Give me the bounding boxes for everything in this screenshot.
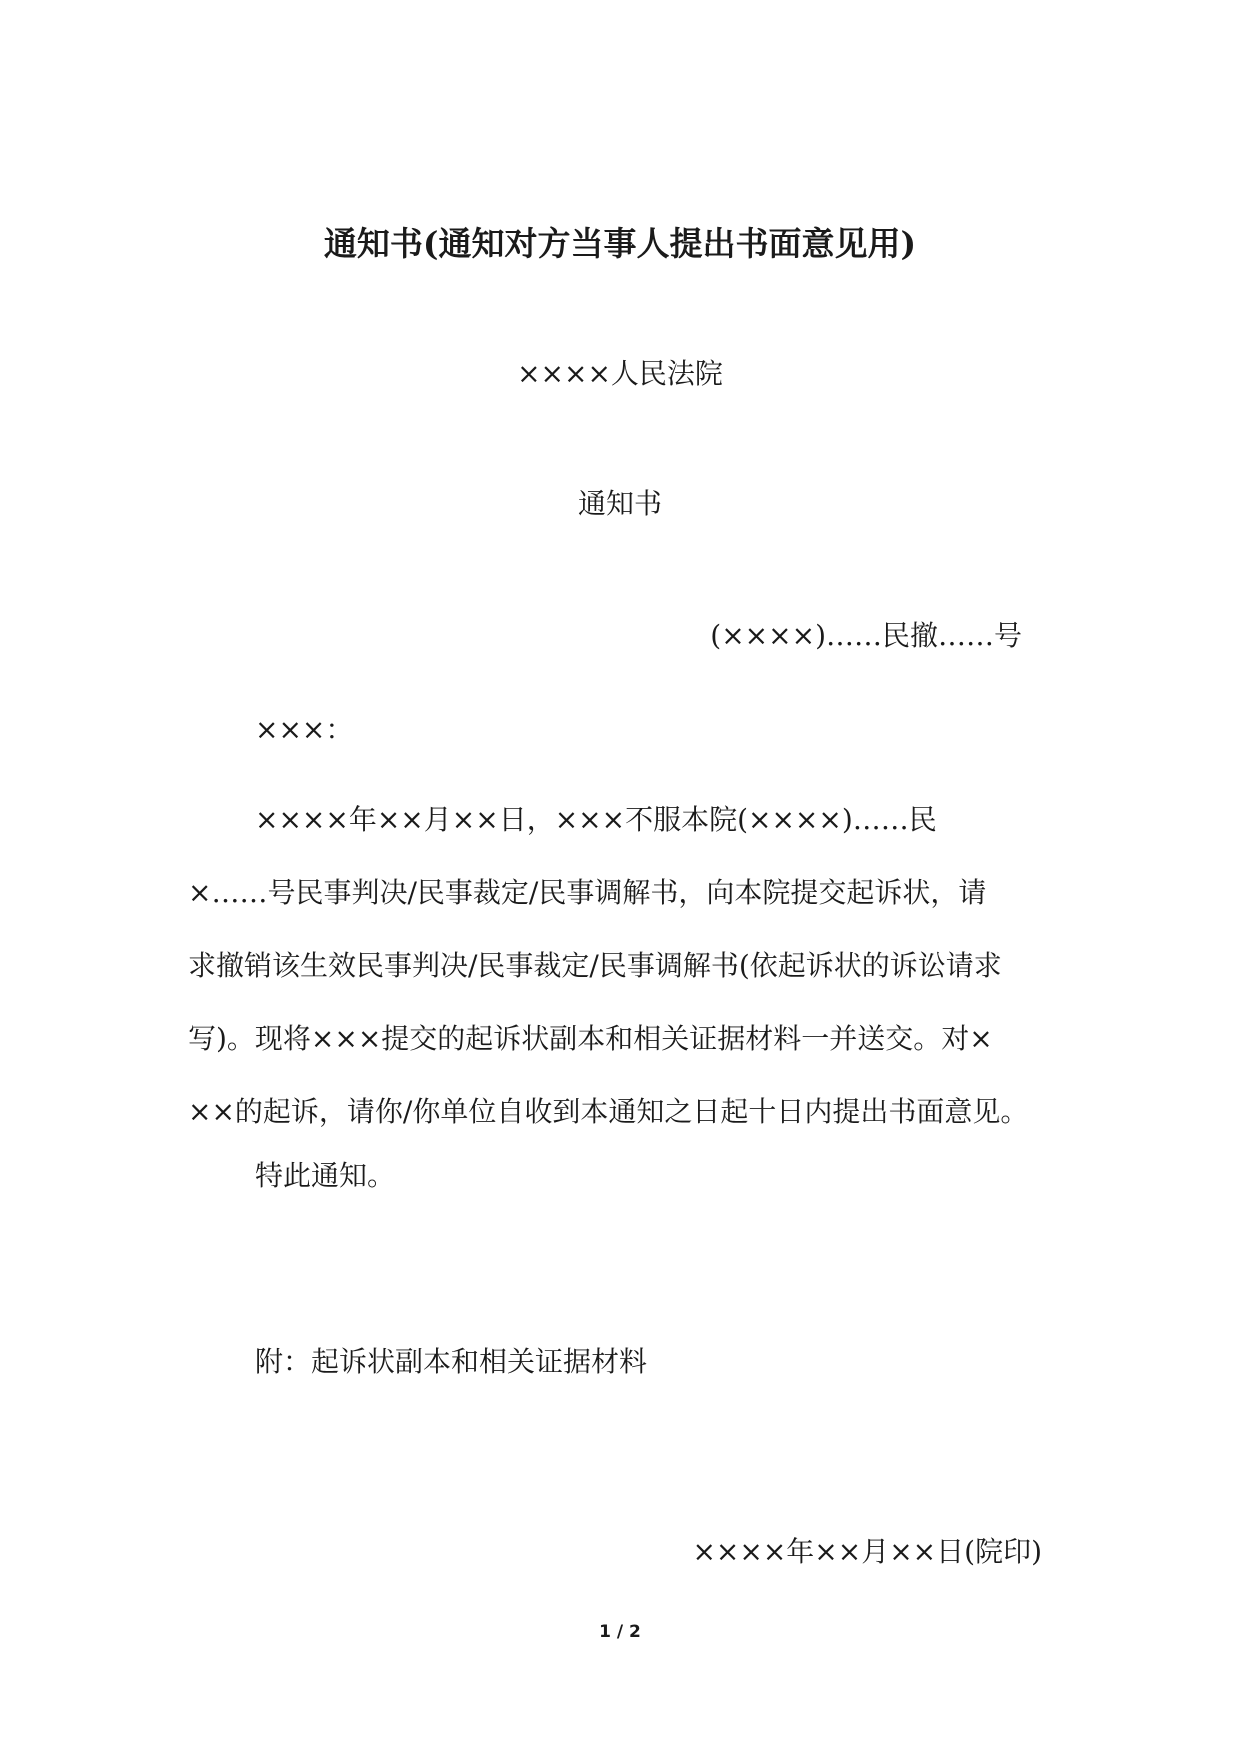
addressee: ×××： [255,713,354,746]
date-and-seal: ××××年××月××日(院印) [692,1535,1042,1568]
attachment-note: 附：起诉状副本和相关证据材料 [255,1345,648,1378]
document-title: 通知书(通知对方当事人提出书面意见用) [323,224,917,263]
document-type-heading: 通知书 [577,487,662,520]
body-line: 求撤销该生效民事判决/民事裁定/民事调解书(依起诉状的诉讼请求 [188,949,1002,982]
body-line: ××××年××月××日，×××不服本院(××××)……民 [255,803,937,836]
notice-body [188,800,1068,1165]
body-line: 写)。现将×××提交的起诉状副本和相关证据材料一并送交。对× [188,1022,993,1055]
case-number: (××××)……民撤……号 [710,619,1022,652]
body-line: ×……号民事判决/民事裁定/民事调解书，向本院提交起诉状，请 [188,876,987,909]
court-name: ××××人民法院 [517,357,723,390]
closing-statement: 特此通知。 [255,1159,396,1192]
body-line: ××的起诉，请你/你单位自收到本通知之日起十日内提出书面意见。 [188,1095,1029,1128]
page-number: 1 / 2 [599,1622,641,1642]
